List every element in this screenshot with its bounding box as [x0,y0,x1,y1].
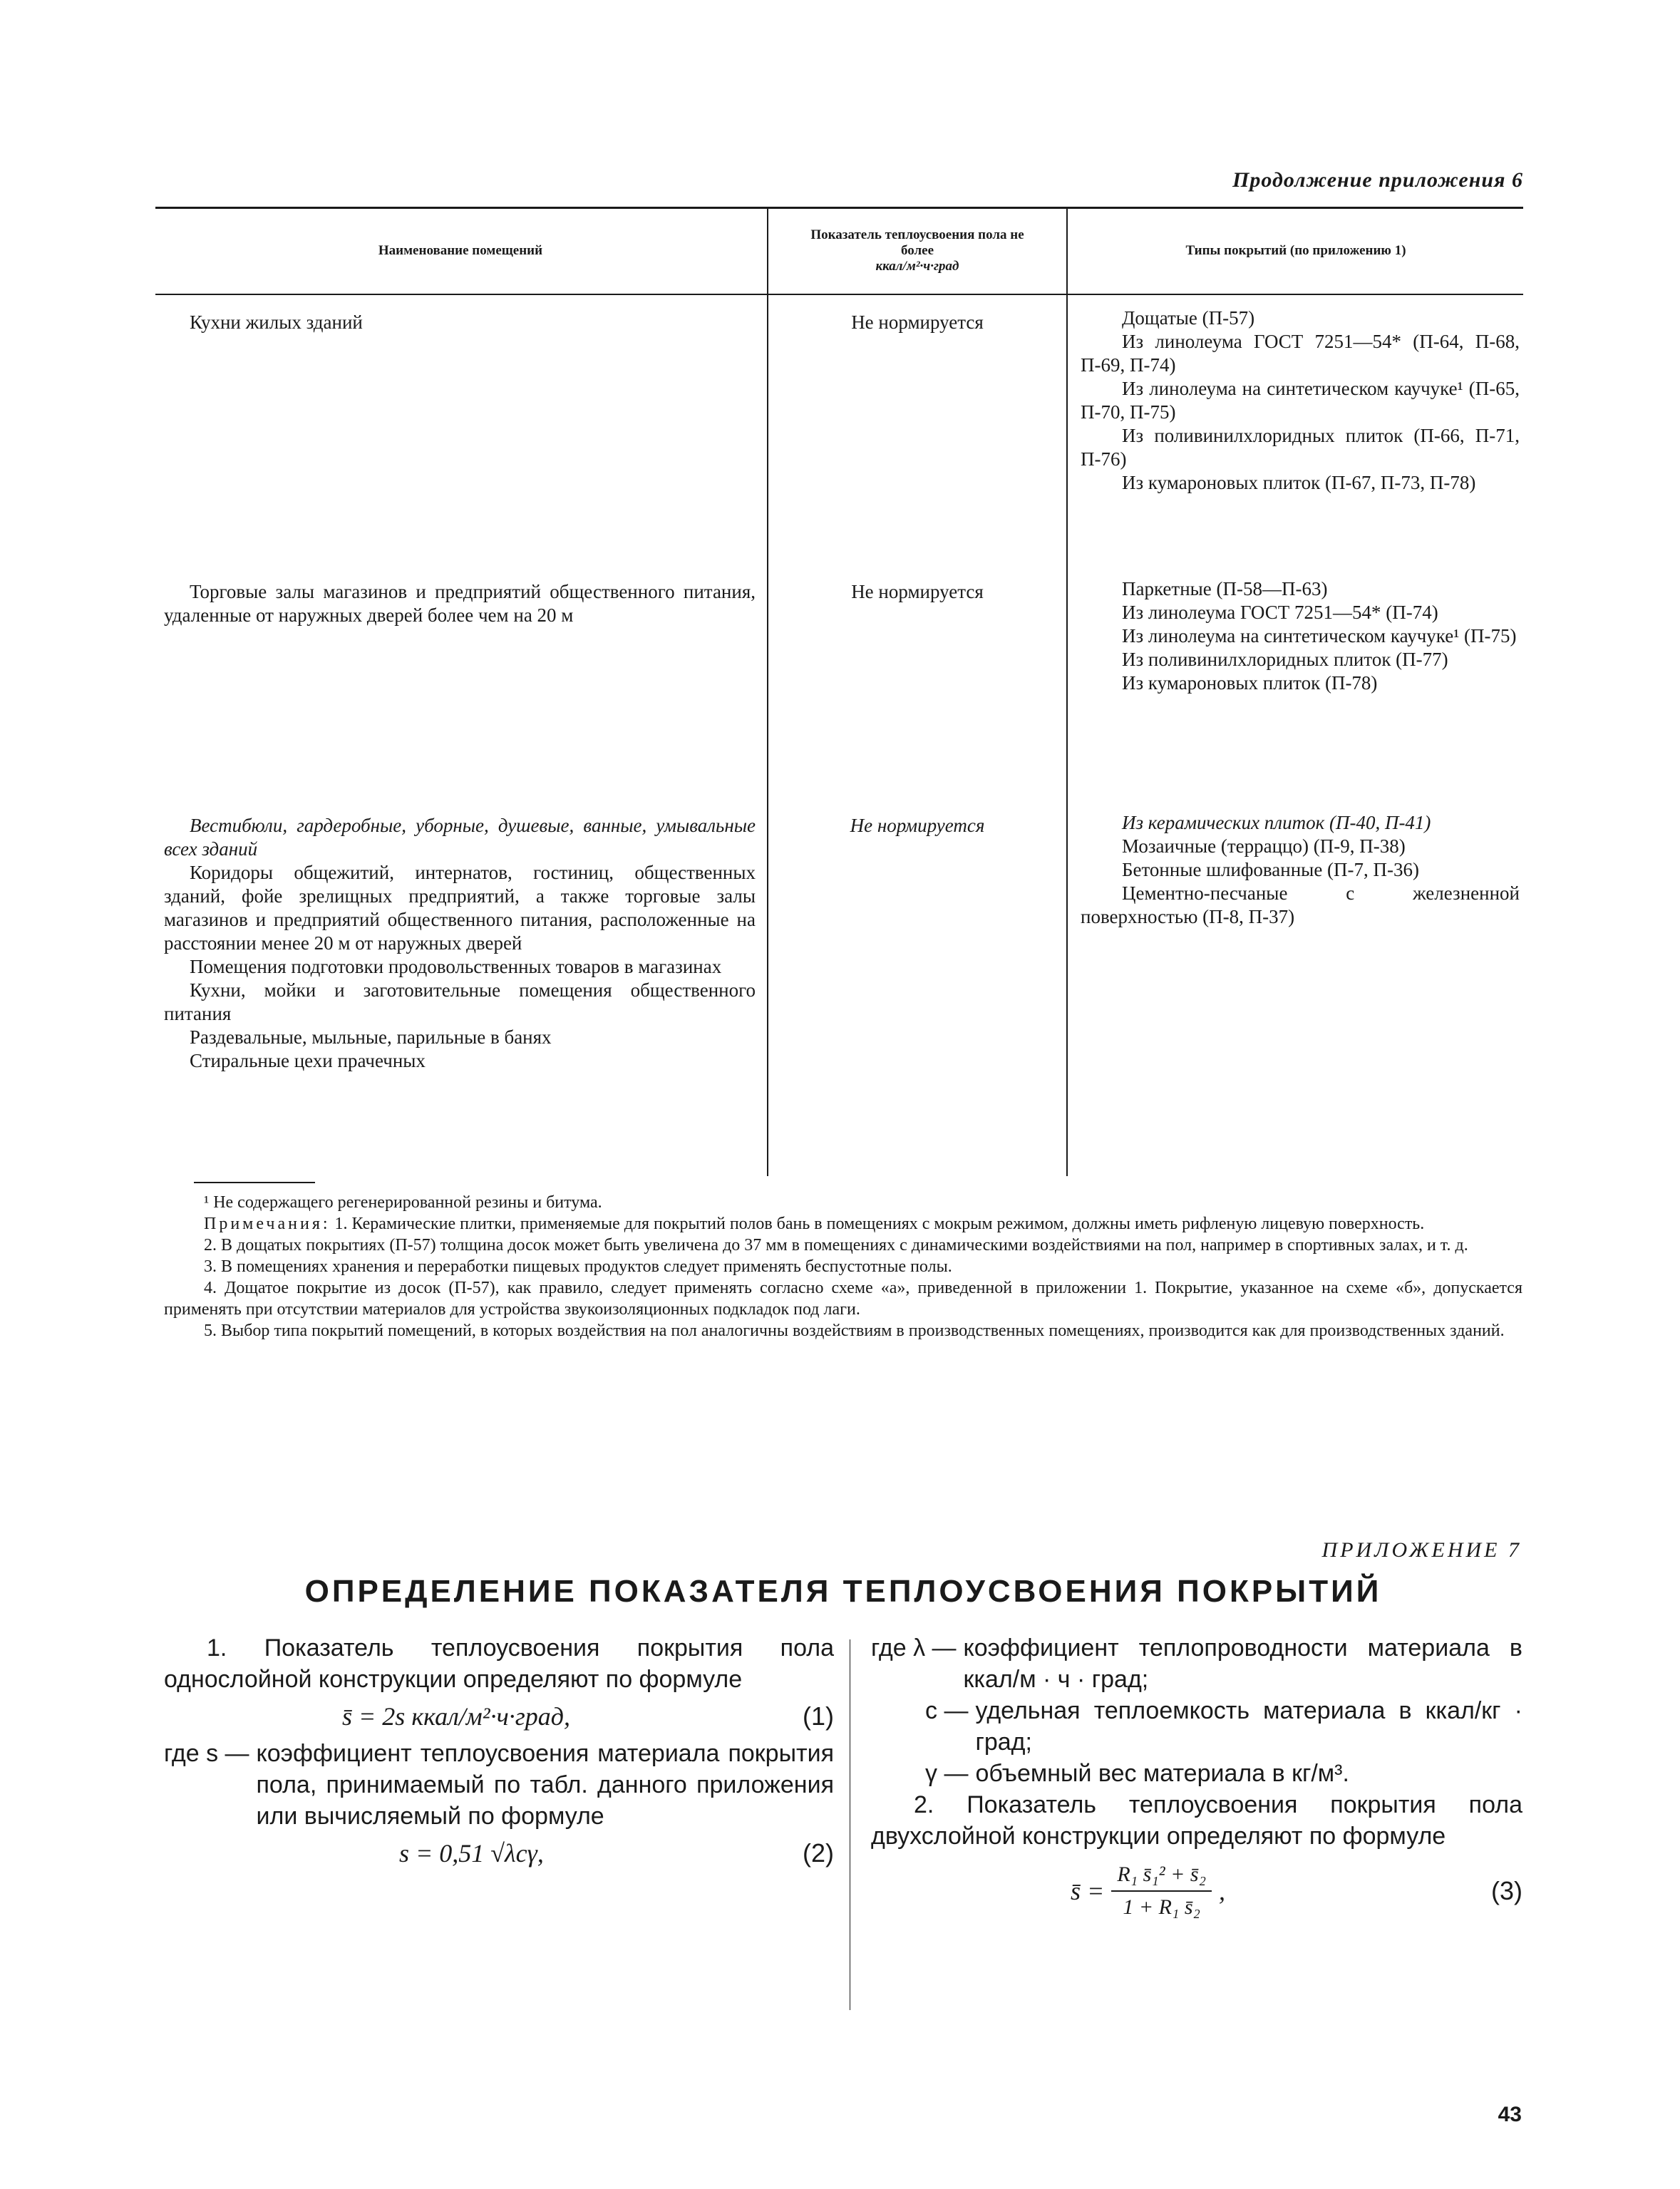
right-column [871,1632,1522,1923]
formula-3-body [871,1859,1225,1923]
room-name: Вестибюли, гардеробные, уборные, душевые, ванные, умывальные всех зданий [164,815,756,860]
definition-gamma-text: объемный вес материала в кг/м³. [975,1760,1349,1787]
formula-1-expr: s̄ = 2s ккал/м²·ч·град, [342,1702,570,1731]
formula-3-fraction [1111,1859,1212,1923]
definition-lambda-label: где λ — [871,1634,957,1662]
column-divider-1 [767,207,768,1176]
formula-1-number: (1) [803,1701,834,1731]
table-header-rule [155,294,1523,295]
room-name: Кухни, мойки и заготовительные помещения общественного питания [164,979,756,1024]
cover-type: Бетонные шлифованные (П-7, П-36) [1122,859,1420,880]
formula-3-number: (3) [1491,1876,1522,1905]
definition-c-label: c — [925,1697,969,1724]
cover-type: Из линолеума на синтетическом каучуке¹ (П-75) [1122,625,1517,647]
paragraph-1: 1. Показатель теплоусвоения покрытия пола однослойной конструкции определяют по формуле [164,1634,834,1693]
cover-type: Цементно-песчаные с железненной поверхностью (П-8, П-37) [1081,882,1520,927]
room-name: Стиральные цехи прачечных [190,1050,426,1071]
formula-2-expr: s = 0,51 √λcγ, [399,1839,544,1868]
cover-type: Из поливинилхлоридных плиток (П-77) [1122,649,1448,670]
table-top-rule [155,207,1523,209]
room-name: Раздевальные, мыльные, парильные в банях [190,1026,552,1048]
notes-block [164,1192,1522,1341]
note-4: 4. Дощатое покрытие из досок (П-57), как правило, следует применять согласно схеме «а», приведенной в приложении 1. Покрытие, указанное на схеме «б», допускается применять при отсутствии материалов для устройства звукоизоляционных подкладок под лаги. [164,1279,1522,1319]
cover-type: Из кумароновых плиток (П-78) [1122,672,1378,694]
definition-c-text: удельная теплоемкость материала в ккал/кг · град; [975,1697,1522,1756]
room-name: Кухни жилых зданий [190,311,363,333]
appendix-label: ПРИЛОЖЕНИЕ 7 [1321,1538,1522,1562]
row-3-value: Не нормируется [850,815,985,836]
note-3: 3. В помещениях хранения и переработки пищевых продуктов следует применять беспустотные полы. [204,1257,952,1276]
continuation-label: Продолжение приложения 6 [1232,168,1523,192]
formula-2-number: (2) [803,1838,834,1868]
row-3-rooms [164,814,756,1073]
note-1-text: 1. Керамические плитки, применяемые для покрытий полов бань в помещениях с мокрым режимом, должны иметь рифленую лицевую поверхность. [334,1215,1425,1233]
row-1-rooms [164,311,756,334]
definition-c [871,1695,1522,1758]
definition-s-text: коэффициент теплоусвоения материала покрытия пола, принимаемый по табл. данного приложения или вычисляемый по формуле [256,1740,834,1830]
row-2-types [1081,577,1520,695]
left-column [164,1632,834,1869]
formula-3-comma: , [1219,1877,1226,1905]
cover-type: Паркетные (П-58—П-63) [1122,578,1328,599]
column-header-index-unit: ккал/м²·ч·град [875,259,959,274]
page-number: 43 [1498,2103,1522,2126]
definition-gamma-label: γ — [925,1760,969,1787]
row-1-value: Не нормируется [851,311,984,333]
definition-gamma [871,1758,1522,1789]
definition-lambda-text: коэффициент теплопроводности материала в ккал/м · ч · град; [963,1634,1522,1693]
formula-1 [164,1701,834,1732]
row-2-rooms [164,580,756,627]
appendix-title: ОПРЕДЕЛЕНИЕ ПОКАЗАТЕЛЯ ТЕПЛОУСВОЕНИЯ ПОКРЫТИЙ [304,1574,1382,1609]
formula-3-numerator: R₁ s̄₁² + s̄₂ [1111,1859,1212,1892]
formula-3-lhs: s̄ = [1071,1877,1105,1905]
cover-type: Из линолеума на синтетическом каучуке¹ (П-65, П-70, П-75) [1081,378,1520,423]
paragraph-2: 2. Показатель теплоусвоения покрытия пола двухслойной конструкции определяют по формуле [871,1791,1522,1850]
footnote: ¹ Не содержащего регенерированной резины и битума. [204,1193,602,1212]
formula-3-denominator: 1 + R₁ s̄₂ [1123,1895,1200,1919]
row-2-value: Не нормируется [851,581,984,602]
definition-s-label: где s — [164,1740,249,1767]
column-divider-2 [1066,207,1068,1176]
cover-type: Из керамических плиток (П-40, П-41) [1122,812,1431,833]
note-5: 5. Выбор типа покрытий помещений, в которых воздействия на пол аналогичны воздействиям в производственных помещениях, производится как для производственных зданий. [204,1322,1505,1340]
formula-2 [164,1838,834,1869]
definition-lambda [871,1632,1522,1695]
notes-label: Примечания: [204,1215,331,1233]
cover-type: Из поливинилхлоридных плиток (П-66, П-71, П-76) [1081,425,1520,470]
column-header-index-text: Показатель теплоусвоения пола не более [810,227,1024,258]
note-2: 2. В дощатых покрытиях (П-57) толщина досок может быть увеличена до 37 мм в помещениях с динамическими воздействиями на пол, например в спортивных залах, и т. д. [204,1236,1468,1255]
cover-type: Из кумароновых плиток (П-67, П-73, П-78) [1122,472,1476,493]
cover-type: Мозаичные (терраццо) (П-9, П-38) [1122,835,1406,857]
column-header-types: Типы покрытий (по приложению 1) [1185,243,1406,258]
cover-type: Из линолеума ГОСТ 7251—54* (П-74) [1122,602,1438,623]
column-header-index [770,211,1065,291]
room-name: Торговые залы магазинов и предприятий общественного питания, удаленные от наружных дверей более чем на 20 м [164,581,756,626]
column-header-rooms: Наименование помещений [378,243,543,258]
formula-3 [871,1859,1522,1923]
cover-type: Дощатые (П-57) [1122,307,1255,329]
room-name: Помещения подготовки продовольственных товаров в магазинах [190,956,722,977]
definition-s [164,1738,834,1832]
cover-type: Из линолеума ГОСТ 7251—54* (П-64, П-68, П-69, П-74) [1081,331,1520,376]
footnote-rule [194,1182,315,1183]
note-1 [164,1213,1522,1235]
row-3-types [1081,811,1520,929]
room-name: Коридоры общежитий, интернатов, гостиниц, общественных зданий, фойе зрелищных предприятий, а также торговые залы магазинов и предприятий общественного питания, расположенные на расстоянии менее 20 м от наружных дверей [164,862,756,954]
row-1-types [1081,307,1520,495]
